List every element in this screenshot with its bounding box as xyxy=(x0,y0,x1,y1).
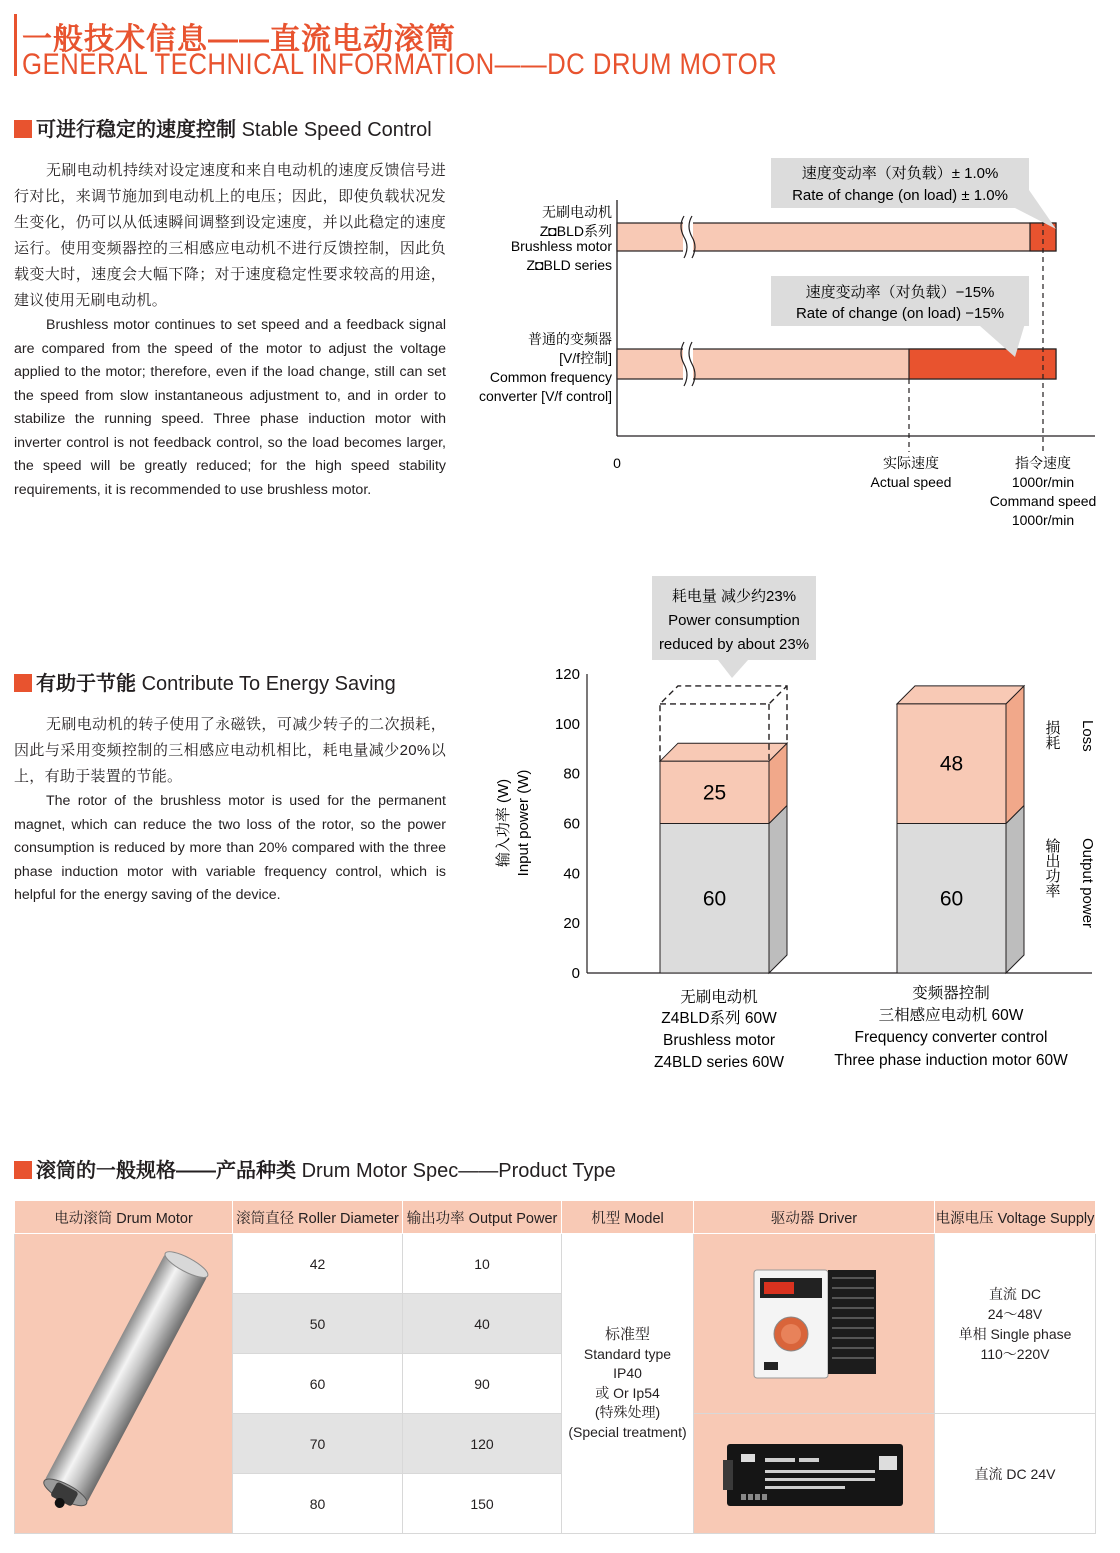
header-driver: 驱动器 Driver xyxy=(694,1201,935,1234)
speed-callout-2-en: Rate of change (on load) −15% xyxy=(795,305,1005,322)
stable-speed-paragraph-en: Brushless motor continues to set speed and a feedback signal are compared from the speed of the motor to adjust the voltage applied to the motor; therefore, even if the load change, still can set the speed from slow instantaneous adjustment to, and in order to stabilize the running speed. Three phase induction motor with inverter control is not feedback control, so the load becomes larger, the speed will be greatly reduced; for the high speed stability requirements, it is recommended to use brushless motor. xyxy=(14,317,446,498)
output-power-cell: 90 xyxy=(403,1354,562,1414)
output-power-cell: 10 xyxy=(403,1234,562,1294)
page-title-en: GENERAL TECHNICAL INFORMATION——DC DRUM MOTOR xyxy=(22,48,778,81)
model-line-5: (特殊处理) xyxy=(594,1404,661,1420)
y-tick-label: 40 xyxy=(563,865,580,883)
voltage1-line-3: 单相 Single phase xyxy=(958,1325,1072,1342)
section-stable-speed-heading xyxy=(14,113,432,142)
model-line-2: Standard type xyxy=(583,1345,672,1362)
header-roller-diameter: 滚筒直径 Roller Diameter xyxy=(233,1201,403,1234)
power-callout-cn: 耗电量 减少约23% xyxy=(671,588,797,605)
svg-text:Common frequency: Common frequency xyxy=(489,369,612,385)
page-title-cn: 一般技术信息——直流电动滚筒 xyxy=(22,23,456,56)
loss-bar-side xyxy=(1006,686,1024,824)
svg-text:Three phase induction motor 60: Three phase induction motor 60W xyxy=(834,1052,1068,1069)
power-bars xyxy=(660,686,1024,973)
svg-text:Z◘BLD series: Z◘BLD series xyxy=(526,257,612,273)
svg-text:converter [V/f control]: converter [V/f control] xyxy=(478,388,612,404)
roller-diameter-cell: 50 xyxy=(233,1294,403,1354)
svg-text:输入功率 (W): 输入功率 (W) xyxy=(495,778,512,868)
loss-bar-top xyxy=(897,686,1024,704)
title-accent-bar xyxy=(14,14,17,76)
model-line-4: 或 Or Ip54 xyxy=(595,1384,660,1401)
roller-diameter-cell: 70 xyxy=(233,1414,403,1474)
inverter-variation-bar xyxy=(909,349,1056,379)
driver-image-cell-1 xyxy=(694,1234,935,1414)
voltage1-line-1: 直流 DC xyxy=(988,1285,1042,1302)
voltage-cell-1 xyxy=(935,1234,1096,1414)
svg-text:Brushless motor: Brushless motor xyxy=(510,238,612,254)
svg-text:三相感应电动机 60W: 三相感应电动机 60W xyxy=(878,1007,1024,1024)
loss-value-label: 25 xyxy=(702,781,727,805)
voltage1-line-4: 110～220V xyxy=(980,1345,1050,1362)
model-cell xyxy=(562,1234,694,1534)
svg-text:[V/f控制]: [V/f控制] xyxy=(559,350,612,366)
inverter-row-label xyxy=(479,331,612,404)
model-line-3: IP40 xyxy=(613,1365,642,1381)
svg-text:Loss: Loss xyxy=(1079,720,1096,752)
speed-callout-1-en: Rate of change (on load) ± 1.0% xyxy=(792,187,1008,204)
svg-text:Z4BLD series 60W: Z4BLD series 60W xyxy=(653,1054,785,1071)
speed-control-diagram xyxy=(460,150,1110,540)
power-consumption-chart xyxy=(480,570,1110,1090)
section-marker-icon xyxy=(14,120,32,138)
brushless-variation-bar xyxy=(1030,223,1056,251)
brushless-row-label xyxy=(511,204,612,273)
svg-text:变频器控制: 变频器控制 xyxy=(912,985,990,1002)
svg-text:Actual speed: Actual speed xyxy=(870,474,952,490)
section-heading-en: Contribute To Energy Saving xyxy=(141,673,396,695)
svg-text:1000r/min: 1000r/min xyxy=(1011,474,1075,490)
svg-text:Z4BLD系列 60W: Z4BLD系列 60W xyxy=(661,1010,777,1027)
svg-text:实际速度: 实际速度 xyxy=(883,455,939,471)
y-tick-label: 120 xyxy=(554,666,580,683)
spec-table xyxy=(14,1200,1096,1534)
loss-value-label: 48 xyxy=(939,752,964,776)
svg-text:Z◘BLD系列: Z◘BLD系列 xyxy=(539,223,612,239)
voltage-cell-2: 直流 DC 24V xyxy=(935,1414,1096,1534)
brushless-speed-bar xyxy=(617,223,1056,251)
section-heading-en: Drum Motor Spec——Product Type xyxy=(301,1160,616,1182)
speed-callout-1-cn: 速度变动率（对负载）± 1.0% xyxy=(801,165,999,182)
svg-text:无刷电动机: 无刷电动机 xyxy=(680,989,758,1006)
y-tick-label: 60 xyxy=(563,815,580,833)
svg-text:Brushless motor: Brushless motor xyxy=(663,1032,775,1049)
energy-paragraph-en: The rotor of the brushless motor is used for the permanent magnet, which can reduce the two loss of the rotor, so the power consumption is reduced by more than 20% compared with the three phase induction motor with variable frequency control, which is helpful for the energy saving of the device. xyxy=(14,793,446,903)
voltage1-line-2: 24～48V xyxy=(987,1305,1043,1322)
roller-diameter-cell: 80 xyxy=(233,1474,403,1534)
section-heading-cn: 滚筒的一般规格——产品种类 xyxy=(36,1160,296,1182)
speed-axis-zero: 0 xyxy=(613,455,621,471)
section-heading-cn: 可进行稳定的速度控制 xyxy=(36,119,236,141)
y-tick-label: 0 xyxy=(571,965,580,982)
svg-text:损耗: 损耗 xyxy=(1043,720,1061,750)
drum-motor-image-cell xyxy=(15,1234,233,1534)
svg-text:Output power: Output power xyxy=(1079,838,1096,929)
power-y-label xyxy=(495,770,532,877)
drum-motor-image xyxy=(24,1237,224,1527)
category-label-brushless xyxy=(654,988,784,1071)
output-bar-side xyxy=(1006,806,1024,974)
command-speed-label xyxy=(990,455,1097,528)
section-energy-heading xyxy=(14,667,396,696)
output-value-label: 60 xyxy=(702,887,727,911)
section-marker-icon xyxy=(14,1161,32,1179)
header-drum-motor: 电动滚筒 Drum Motor xyxy=(15,1201,233,1234)
loss-bar-top xyxy=(660,743,787,761)
output-power-cell: 120 xyxy=(403,1414,562,1474)
output-bar-side xyxy=(769,806,787,974)
svg-text:Input power (W): Input power (W) xyxy=(515,769,532,877)
speed-callout-2-cn: 速度变动率（对负载）−15% xyxy=(805,284,995,301)
header-model: 机型 Model xyxy=(562,1201,694,1234)
svg-text:Command speed: Command speed xyxy=(989,493,1097,509)
header-output-power: 输出功率 Output Power xyxy=(403,1201,562,1234)
table-row xyxy=(15,1234,1096,1294)
output-power-cell: 40 xyxy=(403,1294,562,1354)
category-label-inverter xyxy=(834,984,1068,1069)
power-y-ticks xyxy=(555,666,580,982)
driver-image-cell-2 xyxy=(694,1414,935,1534)
svg-text:1000r/min: 1000r/min xyxy=(1011,512,1075,528)
actual-speed-label xyxy=(871,455,952,490)
section-spec-heading xyxy=(14,1154,616,1183)
roller-diameter-cell: 60 xyxy=(233,1354,403,1414)
section-heading-en: Stable Speed Control xyxy=(241,119,432,141)
header-voltage-supply: 电源电压 Voltage Supply xyxy=(935,1201,1096,1234)
spec-table-header-row xyxy=(15,1201,1096,1234)
model-line-6: (Special treatment) xyxy=(568,1423,687,1440)
stable-speed-paragraph-cn: 无刷电动机持续对设定速度和来自电动机的速度反馈信号进行对比，来调节施加到电动机上的电压；因此，即使负载状况发生变化，仍可以从低速瞬间调整到设定速度，并以此稳定的速度运行。使用变频器控的三相感应电动机不进行反馈控制，因此负载变大时，速度会大幅下降；对于速度稳定性要求较高的用途，建议使用无刷电动机。 xyxy=(14,162,446,309)
y-tick-label: 100 xyxy=(554,715,580,733)
y-tick-label: 80 xyxy=(563,765,580,783)
power-callout-en-1: Power consumption xyxy=(668,612,800,629)
svg-text:输出功率: 输出功率 xyxy=(1043,838,1061,898)
svg-text:普通的变频器: 普通的变频器 xyxy=(528,331,612,347)
svg-text:Frequency converter control: Frequency converter control xyxy=(854,1029,1048,1046)
driver-board-image xyxy=(719,1434,909,1514)
y-tick-label: 20 xyxy=(563,915,580,933)
svg-text:无刷电动机: 无刷电动机 xyxy=(542,204,612,220)
energy-paragraph-cn: 无刷电动机的转子使用了永磁铁，可减少转子的二次损耗，因此与采用变频控制的三相感应电动机相比，耗电量减少20%以上，有助于装置的节能。 xyxy=(14,716,446,785)
model-line-1: 标准型 xyxy=(604,1326,650,1343)
legend-output-power xyxy=(1044,838,1097,928)
roller-diameter-cell: 42 xyxy=(233,1234,403,1294)
legend-loss xyxy=(1044,720,1097,752)
driver-unit-image xyxy=(744,1264,884,1384)
power-callout-en-2: reduced by about 23% xyxy=(658,636,810,653)
output-value-label: 60 xyxy=(939,887,964,911)
output-power-cell: 150 xyxy=(403,1474,562,1534)
axis-break-icon xyxy=(681,216,695,386)
svg-text:指令速度: 指令速度 xyxy=(1015,455,1071,471)
section-heading-cn: 有助于节能 xyxy=(36,673,136,695)
section-marker-icon xyxy=(14,674,32,692)
